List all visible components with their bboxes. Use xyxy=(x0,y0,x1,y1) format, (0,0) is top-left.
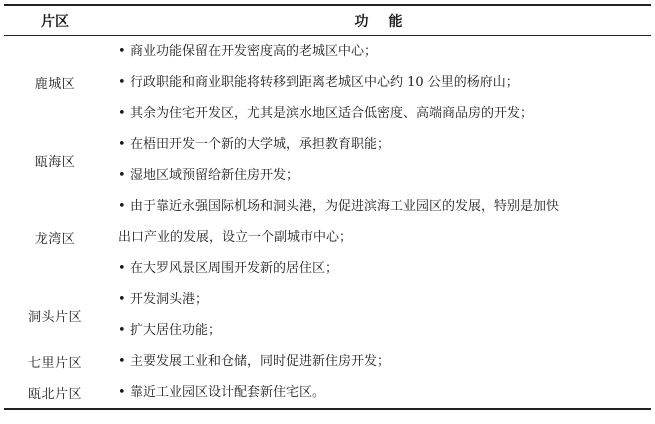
district-name: 洞头片区 xyxy=(27,309,82,325)
district-name: 鹿城区 xyxy=(34,77,76,92)
district-name: 瓯海区 xyxy=(34,154,76,170)
function-cell xyxy=(106,284,651,346)
function-cell xyxy=(106,346,651,377)
table-row xyxy=(4,129,651,191)
function-item: • 商业功能保留在开发密度高的老城区中心； xyxy=(106,36,651,67)
bullet-icon: • xyxy=(118,44,126,59)
district-name: 瓯北片区 xyxy=(4,377,106,409)
bullet-icon: • xyxy=(118,168,126,183)
function-item: • 在大罗风景区周围开发新的居住区； xyxy=(106,253,651,284)
table-row xyxy=(4,191,651,284)
district-function-table xyxy=(4,4,651,410)
table-row xyxy=(4,377,651,409)
bullet-icon: • xyxy=(118,292,126,307)
function-item: • 主要发展工业和仓储，同时促进新住房开发； xyxy=(106,346,651,377)
bullet-icon: • xyxy=(118,323,126,338)
bullet-icon: • xyxy=(118,199,126,214)
header-district: 片区 xyxy=(4,5,106,36)
header-row xyxy=(4,5,651,36)
function-cell xyxy=(106,191,651,284)
function-item-continuation: 出口产业的发展，设立一个副城市中心； xyxy=(118,230,353,245)
district-name: 龙湾区 xyxy=(34,232,76,247)
function-item: • 靠近工业园区设计配套新住宅区。 xyxy=(106,377,651,408)
function-item: • 扩大居住功能； xyxy=(106,315,651,346)
district-name: 七里片区 xyxy=(27,356,82,371)
bullet-icon: • xyxy=(118,354,126,369)
function-item: • 湿地区域预留给新住房开发； xyxy=(106,160,651,191)
function-item: • 由于靠近永强国际机场和洞头港，为促进滨海工业园区的发展，特别是加快 xyxy=(106,191,651,222)
table-row xyxy=(4,346,651,377)
function-cell xyxy=(106,129,651,191)
bullet-icon: • xyxy=(118,385,126,400)
bullet-icon: • xyxy=(118,137,126,152)
function-item: • 开发洞头港； xyxy=(106,284,651,315)
bullet-icon: • xyxy=(118,106,126,121)
function-item: • 在梧田开发一个新的大学城，承担教育职能； xyxy=(106,129,651,160)
bullet-icon: • xyxy=(118,75,126,90)
function-cell xyxy=(106,36,651,130)
function-cell xyxy=(106,377,651,409)
function-item: • 其余为住宅开发区，尤其是滨水地区适合低密度、高端商品房的开发； xyxy=(106,98,651,129)
bullet-icon: • xyxy=(118,261,126,276)
header-function: 功能 xyxy=(106,5,651,36)
table-row xyxy=(4,36,651,130)
function-item: • 行政职能和商业职能将转移到距离老城区中心约 10 公里的杨府山； xyxy=(106,67,651,98)
table-row xyxy=(4,284,651,346)
